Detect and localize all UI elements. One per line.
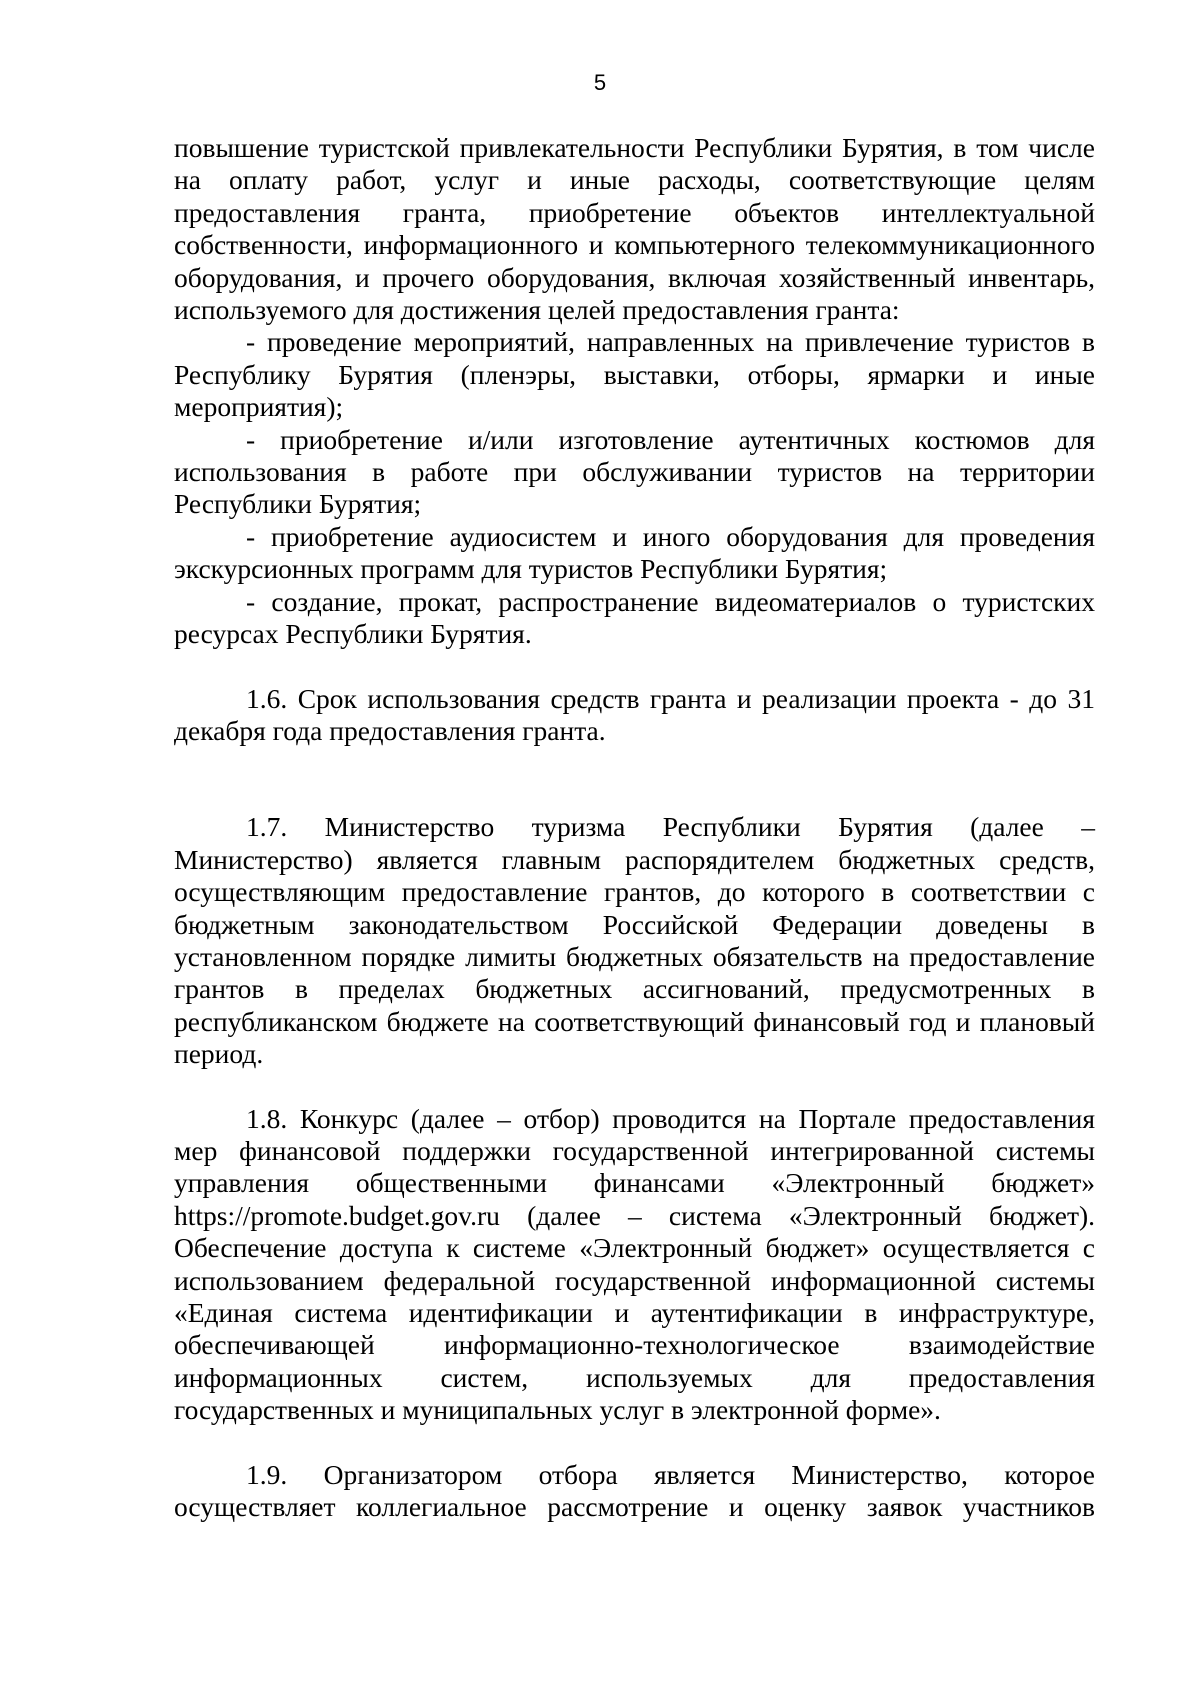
paragraph-1-9: 1.9. Организатором отбора является Министерство, которое осуществляет коллегиальное рассмотрение и оценку заявок участников	[174, 1458, 1095, 1523]
paragraph-intro: повышение туристской привлекательности Республики Бурятия, в том числе на оплату работ, услуг и иные расходы, соответствующие целям предоставления гранта, приобретение объектов интеллектуальной собственности, информационного и компьютерного телекоммуникационного оборудования, и прочего оборудования, включая хозяйственный инвентарь, используемого для достижения целей предоставления гранта:	[174, 132, 1095, 326]
paragraph-1-7: 1.7. Министерство туризма Республики Бурятия (далее – Министерство) является главным распорядителем бюджетных средств, осуществляющим предоставление грантов, до которого в соответствии с бюджетным законодательством Российской Федерации доведены в установленном порядке лимиты бюджетных обязательств на предоставление грантов в пределах бюджетных ассигнований, предусмотренных в республиканском бюджете на соответствующий финансовый год и плановый период.	[174, 811, 1095, 1070]
paragraph-1-6: 1.6. Срок использования средств гранта и реализации проекта - до 31 декабря года предоставления гранта.	[174, 682, 1095, 746]
paragraph-audio: - приобретение аудиосистем и иного оборудования для проведения экскурсионных программ для туристов Республики Бурятия;	[174, 520, 1095, 585]
paragraph-costumes: - приобретение и/или изготовление аутентичных костюмов для использования в работе при обслуживании туристов на территории Республики Бурятия;	[174, 423, 1095, 520]
paragraph-1-8: 1.8. Конкурс (далее – отбор) проводится на Портале предоставления мер финансовой поддержки государственной интегрированной системы управления общественными финансами «Электронный бюджет» https://promote.budget.gov.ru (далее – система «Электронный бюджет). Обеспечение доступа к системе «Электронный бюджет» осуществляется с использованием федеральной государственной информационной системы «Единая система идентификации и аутентификации в инфраструктуре, обеспечивающей информационно-технологическое взаимодействие информационных систем, используемых для предоставления государственных и муниципальных услуг в электронной форме».	[174, 1102, 1095, 1426]
paragraph-video: - создание, прокат, распространение видеоматериалов о туристских ресурсах Республики Бурятия.	[174, 585, 1095, 650]
document-body	[174, 132, 1095, 1523]
paragraph-events: - проведение мероприятий, направленных на привлечение туристов в Республику Бурятия (пленэры, выставки, отборы, ярмарки и иные мероприятия);	[174, 326, 1095, 423]
page-number: 5	[593, 70, 607, 95]
